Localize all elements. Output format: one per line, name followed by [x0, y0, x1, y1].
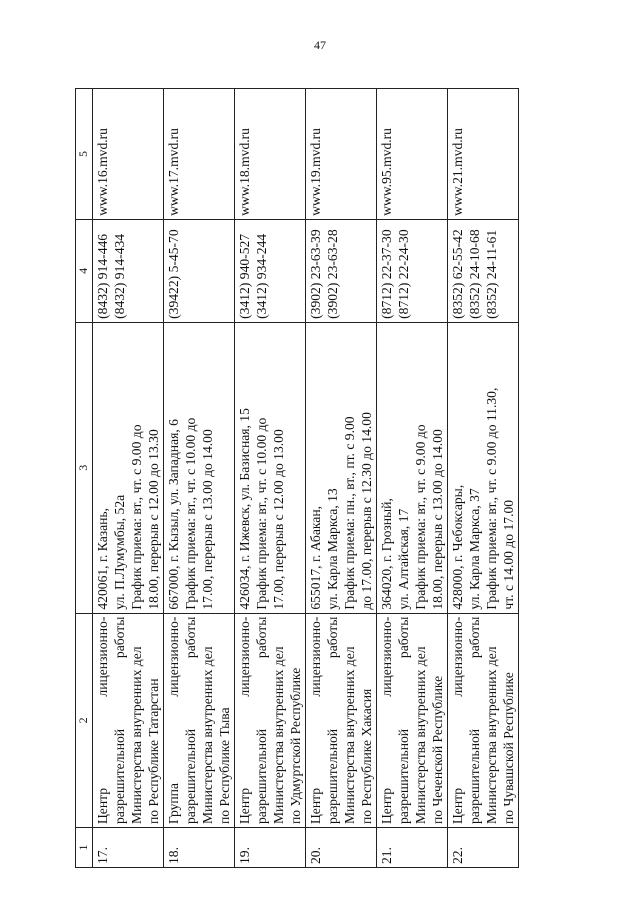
organization-name-line [307, 617, 324, 824]
phone-cell [448, 219, 519, 322]
header-col-1: 1 [76, 828, 93, 868]
phone-number: (3412) 940-527 [237, 233, 252, 319]
address-line: ул. Карла Маркса, 37 [467, 488, 482, 610]
address-schedule-cell [164, 322, 235, 613]
organization-name-cell [235, 613, 306, 827]
address-line: График приема: вт., чт. с 10.00 до [183, 417, 198, 610]
table-row [306, 89, 377, 868]
organization-name-word: по Республике Хакасия [359, 688, 374, 825]
table-row [448, 89, 519, 868]
address-line: 364020, г. Грозный, [379, 498, 394, 610]
phone-cell [235, 219, 306, 322]
header-col-4: 4 [76, 219, 93, 322]
phone-number: (8712) 22-24-30 [396, 229, 411, 319]
organization-name-line [236, 617, 253, 824]
phone-number: (3902) 23-63-39 [308, 229, 323, 319]
organization-name-word: Центр [95, 788, 110, 825]
organization-name-word: по Чеченской Республике [430, 675, 445, 825]
organization-name-line [324, 617, 341, 824]
phone-number: (39422) 5-45-70 [166, 229, 181, 319]
organization-name-line [216, 617, 233, 824]
address-line: 428000, г. Чебоксары, [450, 484, 465, 610]
phone-number: (8352) 24-11-61 [484, 229, 499, 319]
organization-name-word: лицензионно- [95, 616, 110, 697]
address-line: 426034, г. Ижевск, ул. Базисная, 15 [237, 408, 252, 610]
organization-name-word: Центр [308, 788, 323, 825]
address-schedule-cell [377, 322, 448, 613]
address-line: до 17.00, перерыв с 12.30 до 14.00 [359, 412, 374, 610]
organization-name-word: Центр [450, 788, 465, 825]
organization-name-line [199, 617, 216, 824]
organization-name-word: разрешительной [254, 728, 269, 825]
address-line: 17.00, перерыв с 13.00 до 14.00 [200, 429, 215, 610]
address-schedule-cell [235, 322, 306, 613]
address-line: 667000, г. Кызыл, ул. Западная, 6 [166, 419, 181, 610]
organization-name-word: лицензионно- [450, 616, 465, 697]
address-schedule-cell [306, 322, 377, 613]
phone-cell [377, 219, 448, 322]
organization-name-word: разрешительной [325, 728, 340, 825]
phone-number: (3902) 23-63-28 [325, 229, 340, 319]
organization-name-line [500, 617, 517, 824]
header-col-3: 3 [76, 322, 93, 613]
address-line: График приема: пн., вт., пт. с 9.00 [342, 416, 357, 610]
phone-cell [306, 219, 377, 322]
row-number: 22. [448, 828, 519, 868]
organization-name-cell [306, 613, 377, 827]
address-line: ул. П.Лумумбы, 52а [112, 494, 127, 610]
organization-name-word: Министерства внутренних дел [129, 646, 144, 825]
website-link[interactable]: www.95.mvd.ru [377, 89, 448, 220]
organization-name-word: по Республике Татарстан [146, 678, 161, 825]
table-body [93, 89, 519, 868]
phone-number: (8432) 914-446 [95, 233, 110, 319]
organization-name-line [466, 617, 483, 824]
row-number: 19. [235, 828, 306, 868]
row-number: 21. [377, 828, 448, 868]
website-link[interactable]: www.18.mvd.ru [235, 89, 306, 220]
organization-name-word: разрешительной [396, 728, 411, 825]
phone-cell [93, 219, 164, 322]
organization-name-word: работы [183, 616, 198, 659]
phone-number: (8352) 62-55-42 [450, 229, 465, 319]
phone-number: (3412) 934-244 [254, 233, 269, 319]
organization-name-line [429, 617, 446, 824]
organization-name-word: по Удмуртской Республике [288, 667, 303, 825]
organization-name-word: разрешительной [467, 728, 482, 825]
table-row [164, 89, 235, 868]
phone-cell [164, 219, 235, 322]
address-line: 18.00, перерыв с 13.00 до 14.00 [430, 429, 445, 610]
organization-name-line [483, 617, 500, 824]
address-schedule-cell [93, 322, 164, 613]
address-line: График приема: вт., чт. с 9.00 до 11.30, [484, 387, 499, 610]
organization-name-word: Министерства внутренних дел [484, 646, 499, 825]
address-schedule-cell [448, 322, 519, 613]
organization-name-word: работы [325, 616, 340, 659]
organization-name-word: Министерства внутренних дел [200, 646, 215, 825]
header-row [76, 89, 93, 868]
organization-name-line [165, 617, 182, 824]
organization-name-line [253, 617, 270, 824]
organization-name-word: работы [254, 616, 269, 659]
organization-name-cell [377, 613, 448, 827]
organization-name-line [94, 617, 111, 824]
website-link[interactable]: www.21.mvd.ru [448, 89, 519, 220]
header-col-2: 2 [76, 613, 93, 827]
licensing-centers-table [75, 88, 519, 868]
organization-name-word: Центр [379, 788, 394, 825]
organization-name-word: Министерства внутренних дел [271, 646, 286, 825]
row-number: 17. [93, 828, 164, 868]
organization-name-line [145, 617, 162, 824]
organization-name-word: работы [467, 616, 482, 659]
organization-name-cell [93, 613, 164, 827]
address-line: ул. Алтайская, 17 [396, 508, 411, 610]
address-line: чт. с 14.00 до 17.00 [501, 499, 516, 610]
table-row [93, 89, 164, 868]
organization-name-word: Министерства внутренних дел [342, 646, 357, 825]
address-line: График приема: вт., чт. с 10.00 до [254, 417, 269, 610]
organization-name-line [358, 617, 375, 824]
organization-name-word: Министерства внутренних дел [413, 646, 428, 825]
row-number: 18. [164, 828, 235, 868]
organization-name-line [378, 617, 395, 824]
address-line: 420061, г. Казань, [95, 507, 110, 610]
organization-name-word: работы [396, 616, 411, 659]
phone-number: (8712) 22-37-30 [379, 229, 394, 319]
page-number: 47 [314, 38, 326, 52]
organization-name-word: разрешительной [112, 728, 127, 825]
organization-name-line [111, 617, 128, 824]
address-line: ул. Карла Маркса, 13 [325, 488, 340, 610]
organization-name-cell [164, 613, 235, 827]
website-link[interactable]: www.17.mvd.ru [164, 89, 235, 220]
organization-name-cell [448, 613, 519, 827]
organization-name-word: по Чувашской Республике [501, 672, 516, 825]
row-number: 20. [306, 828, 377, 868]
organization-name-word: лицензионно- [237, 616, 252, 697]
organization-name-line [128, 617, 145, 824]
organization-name-word: работы [112, 616, 127, 659]
address-line: График приема: вт., чт. с 9.00 до [413, 424, 428, 610]
header-col-5: 5 [76, 89, 93, 220]
phone-number: (8432) 914-434 [112, 233, 127, 319]
organization-name-word: по Республике Тыва [217, 707, 232, 825]
website-link[interactable]: www.19.mvd.ru [306, 89, 377, 220]
website-link[interactable]: www.16.mvd.ru [93, 89, 164, 220]
organization-name-line [182, 617, 199, 824]
address-line: 17.00, перерыв с 12.00 до 13.00 [271, 429, 286, 610]
organization-name-line [341, 617, 358, 824]
address-line: График приема: вт., чт. с 9.00 до [129, 424, 144, 610]
organization-name-word: лицензионно- [308, 616, 323, 697]
phone-number: (8352) 24-10-68 [467, 229, 482, 319]
organization-name-line [412, 617, 429, 824]
organization-name-line [395, 617, 412, 824]
organization-name-line [270, 617, 287, 824]
organization-name-line [449, 617, 466, 824]
table-row [235, 89, 306, 868]
organization-name-word: Группа [166, 783, 181, 825]
organization-name-line [287, 617, 304, 824]
rotated-table-wrapper [75, 88, 516, 868]
organization-name-word: лицензионно- [166, 616, 181, 697]
address-line: 18.00, перерыв с 12.00 до 13.30 [146, 429, 161, 610]
address-line: 655017, г. Абакан, [308, 506, 323, 610]
table-row [377, 89, 448, 868]
organization-name-word: разрешительной [183, 728, 198, 825]
organization-name-word: Центр [237, 788, 252, 825]
organization-name-word: лицензионно- [379, 616, 394, 697]
